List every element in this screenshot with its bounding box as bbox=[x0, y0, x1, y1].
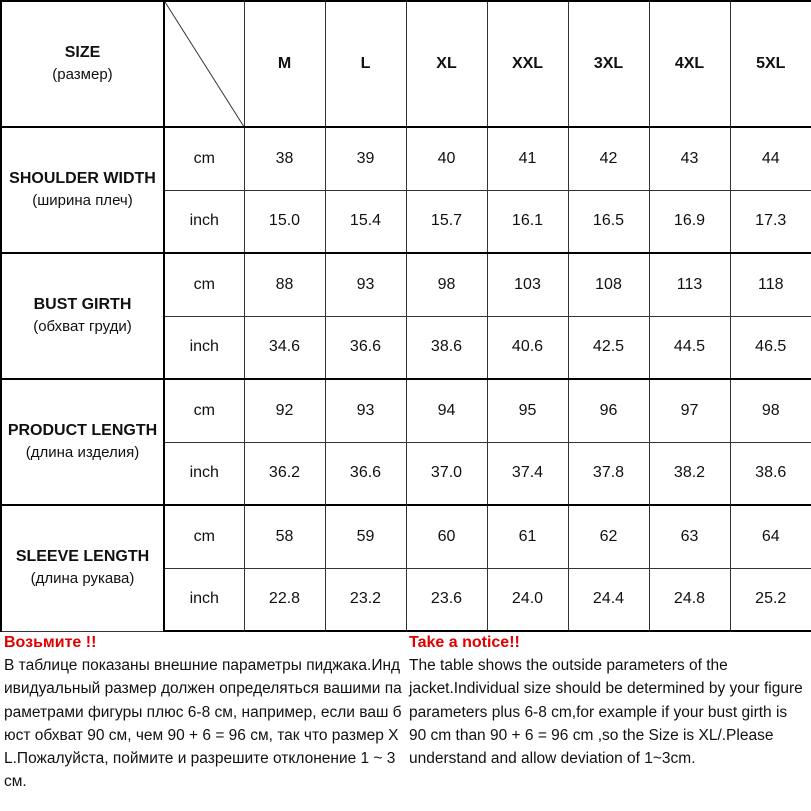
value-cell: 38.6 bbox=[406, 316, 487, 379]
value-cell: 41 bbox=[487, 127, 568, 190]
value-cell: 97 bbox=[649, 379, 730, 442]
value-cell: 93 bbox=[325, 379, 406, 442]
value-cell: 24.8 bbox=[649, 568, 730, 631]
shoulder-width-subtitle: (ширина плеч) bbox=[32, 192, 133, 209]
unit-cell: inch bbox=[164, 568, 244, 631]
value-cell: 92 bbox=[244, 379, 325, 442]
value-cell: 118 bbox=[730, 253, 811, 316]
product-length-subtitle: (длина изделия) bbox=[25, 444, 140, 461]
value-cell: 44.5 bbox=[649, 316, 730, 379]
note-russian bbox=[4, 632, 402, 794]
value-cell: 40 bbox=[406, 127, 487, 190]
size-sublabel: (размер) bbox=[52, 66, 113, 83]
value-cell: 108 bbox=[568, 253, 649, 316]
value-cell: 38 bbox=[244, 127, 325, 190]
value-cell: 61 bbox=[487, 505, 568, 568]
value-cell: 37.8 bbox=[568, 442, 649, 505]
sleeve-length-title: SLEEVE LENGTH bbox=[15, 548, 150, 566]
value-cell: 46.5 bbox=[730, 316, 811, 379]
value-cell: 23.6 bbox=[406, 568, 487, 631]
value-cell: 24.4 bbox=[568, 568, 649, 631]
unit-cell: cm bbox=[164, 253, 244, 316]
unit-cell: cm bbox=[164, 379, 244, 442]
value-cell: 98 bbox=[406, 253, 487, 316]
bust-girth-label-cell bbox=[1, 253, 164, 379]
unit-cell: inch bbox=[164, 190, 244, 253]
value-cell: 98 bbox=[730, 379, 811, 442]
value-cell: 38.2 bbox=[649, 442, 730, 505]
sleeve-length-row-cm bbox=[1, 505, 811, 568]
value-cell: 103 bbox=[487, 253, 568, 316]
note-english bbox=[409, 632, 807, 770]
note-ru-text: В таблице показаны внешние параметры пиджака.Индивидуальный размер должен определяться вашими параметрами фигуры плюс 6-8 см, например, если ваш бюст обхват 90 см, чем 90 + 6 = 96 см, так что размер XL.Пожалуйста, поймите и разрешите отклонение 1 ~ 3 см. bbox=[4, 657, 402, 791]
value-cell: 15.0 bbox=[244, 190, 325, 253]
size-header-4xl: 4XL bbox=[649, 1, 730, 127]
size-label: SIZE bbox=[64, 44, 101, 61]
value-cell: 40.6 bbox=[487, 316, 568, 379]
note-en-title: Take a notice!! bbox=[409, 634, 520, 651]
header-row bbox=[1, 1, 811, 127]
value-cell: 38.6 bbox=[730, 442, 811, 505]
size-header-3xl: 3XL bbox=[568, 1, 649, 127]
value-cell: 25.2 bbox=[730, 568, 811, 631]
value-cell: 113 bbox=[649, 253, 730, 316]
value-cell: 62 bbox=[568, 505, 649, 568]
product-length-label-cell bbox=[1, 379, 164, 505]
value-cell: 43 bbox=[649, 127, 730, 190]
value-cell: 15.7 bbox=[406, 190, 487, 253]
size-header-l: L bbox=[325, 1, 406, 127]
value-cell: 58 bbox=[244, 505, 325, 568]
sleeve-length-subtitle: (длина рукава) bbox=[30, 570, 135, 588]
size-header-m: M bbox=[244, 1, 325, 127]
value-cell: 42 bbox=[568, 127, 649, 190]
diagonal-corner-cell bbox=[164, 1, 244, 127]
value-cell: 17.3 bbox=[730, 190, 811, 253]
value-cell: 36.6 bbox=[325, 316, 406, 379]
value-cell: 95 bbox=[487, 379, 568, 442]
value-cell: 34.6 bbox=[244, 316, 325, 379]
value-cell: 64 bbox=[730, 505, 811, 568]
product-length-title: PRODUCT LENGTH bbox=[7, 422, 158, 439]
value-cell: 60 bbox=[406, 505, 487, 568]
bust-girth-row-cm bbox=[1, 253, 811, 316]
diagonal-line bbox=[165, 2, 244, 126]
size-label-cell bbox=[1, 1, 164, 127]
value-cell: 37.0 bbox=[406, 442, 487, 505]
value-cell: 23.2 bbox=[325, 568, 406, 631]
note-en-text: The table shows the outside parameters of the jacket.Individual size should be determined by your figure parameters plus 6-8 cm,for example if your bust girth is 90 cm than 90 + 6 = 96 cm ,so the Size is XL/.Please understand and allow deviation of 1~3cm. bbox=[409, 657, 803, 768]
shoulder-width-row-cm bbox=[1, 127, 811, 190]
size-header-xxl: XXL bbox=[487, 1, 568, 127]
shoulder-width-title: SHOULDER WIDTH bbox=[9, 170, 156, 187]
size-header-5xl: 5XL bbox=[730, 1, 811, 127]
value-cell: 39 bbox=[325, 127, 406, 190]
shoulder-width-label-cell bbox=[1, 127, 164, 253]
value-cell: 16.5 bbox=[568, 190, 649, 253]
value-cell: 22.8 bbox=[244, 568, 325, 631]
sleeve-length-label-cell bbox=[1, 505, 164, 631]
value-cell: 88 bbox=[244, 253, 325, 316]
unit-cell: cm bbox=[164, 127, 244, 190]
unit-cell: cm bbox=[164, 505, 244, 568]
bust-girth-subtitle: (обхват груди) bbox=[33, 318, 132, 335]
value-cell: 93 bbox=[325, 253, 406, 316]
value-cell: 24.0 bbox=[487, 568, 568, 631]
unit-cell: inch bbox=[164, 442, 244, 505]
value-cell: 36.6 bbox=[325, 442, 406, 505]
value-cell: 42.5 bbox=[568, 316, 649, 379]
size-header-xl: XL bbox=[406, 1, 487, 127]
note-ru-title: Возьмите !! bbox=[4, 634, 97, 651]
value-cell: 59 bbox=[325, 505, 406, 568]
value-cell: 63 bbox=[649, 505, 730, 568]
value-cell: 16.9 bbox=[649, 190, 730, 253]
unit-cell: inch bbox=[164, 316, 244, 379]
bust-girth-title: BUST GIRTH bbox=[33, 296, 132, 313]
value-cell: 96 bbox=[568, 379, 649, 442]
value-cell: 37.4 bbox=[487, 442, 568, 505]
value-cell: 44 bbox=[730, 127, 811, 190]
product-length-row-cm bbox=[1, 379, 811, 442]
value-cell: 15.4 bbox=[325, 190, 406, 253]
value-cell: 36.2 bbox=[244, 442, 325, 505]
value-cell: 16.1 bbox=[487, 190, 568, 253]
value-cell: 94 bbox=[406, 379, 487, 442]
